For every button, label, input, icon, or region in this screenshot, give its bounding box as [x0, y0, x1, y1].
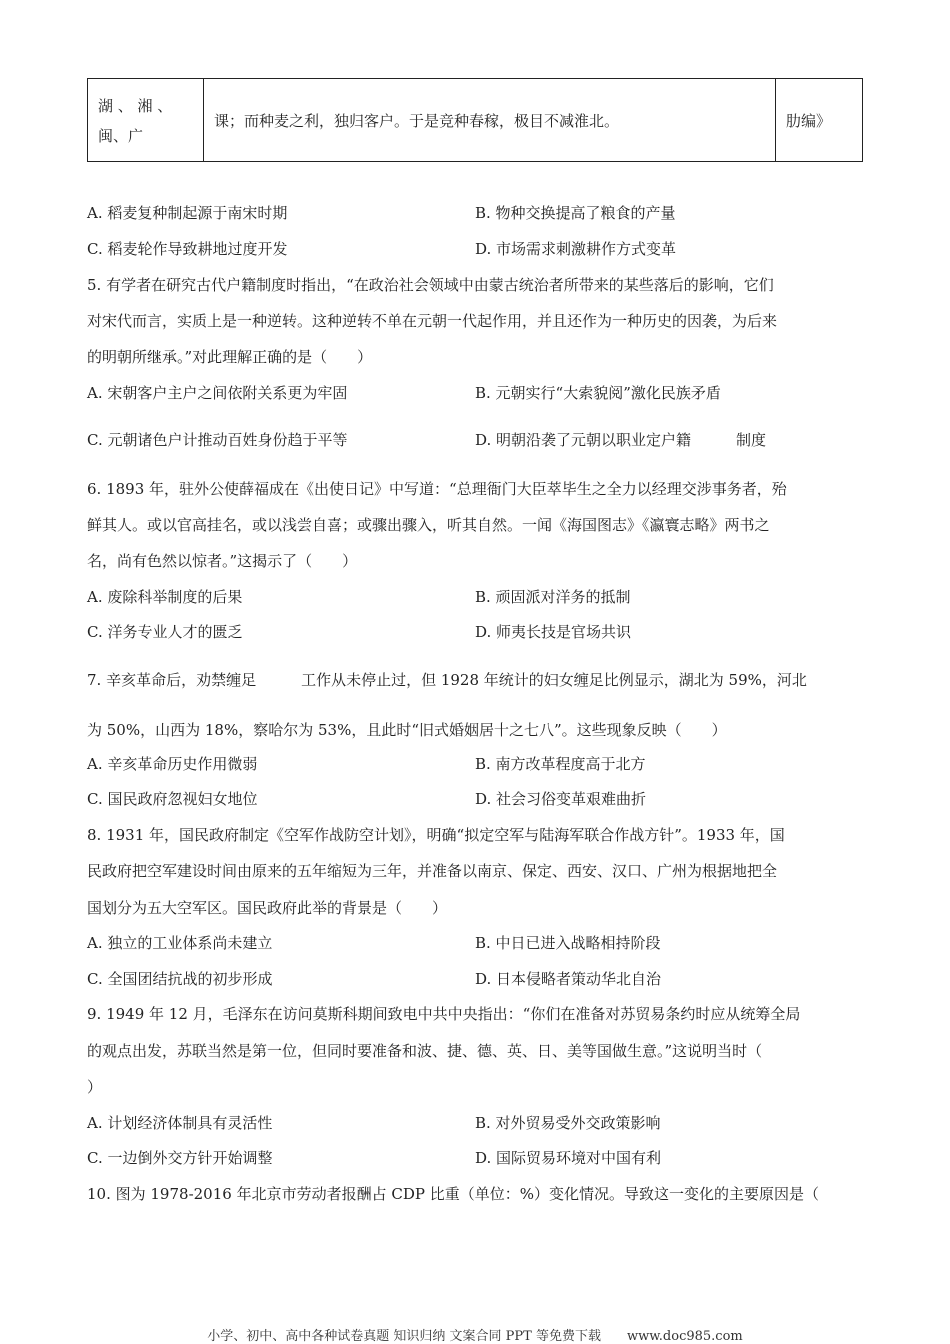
q9-option-b: B. 对外贸易受外交政策影响	[475, 1114, 661, 1132]
q8-option-a: A. 独立的工业体系尚未建立	[87, 934, 273, 952]
q9-option-c: C. 一边倒外交方针开始调整	[87, 1149, 273, 1167]
q5-option-d: D. 明朝沿袭了元朝以职业定户籍 制度	[475, 431, 767, 449]
q5-option-a: A. 宋朝客户主户之间依附关系更为牢固	[87, 384, 348, 402]
q7-option-c: C. 国民政府忽视妇女地位	[87, 790, 258, 808]
q8-option-b: B. 中日已进入战略相持阶段	[475, 934, 661, 952]
q6-option-a: A. 废除科举制度的后果	[87, 588, 243, 606]
q5-option-c: C. 元朝诸色户计推动百姓身份趋于平等	[87, 431, 348, 449]
q8-stem-line-3: 国划分为五大空军区。国民政府此举的背景是（ ）	[87, 899, 448, 917]
q5-stem-line-3: 的明朝所继承。”对此理解正确的是（ ）	[87, 348, 373, 366]
region-line-2: 闽、广	[98, 127, 144, 145]
q8-option-d: D. 日本侵略者策动华北自治	[475, 970, 662, 988]
source-table	[87, 78, 863, 162]
q7-option-b: B. 南方改革程度高于北方	[475, 755, 646, 773]
q6-stem-line-1: 6. 1893 年，驻外公使薛福成在《出使日记》中写道：“总理衙门大臣萃毕生之全力以经理交涉事务者，殆	[87, 480, 787, 498]
q9-stem-line-2: 的观点出发，苏联当然是第一位，但同时要准备和波、捷、德、英、日、美等国做生意。”这说明当时（	[87, 1042, 763, 1060]
table-cell-source: 肋编》	[786, 111, 832, 130]
q8-stem-line-2: 民政府把空军建设时间由原来的五年缩短为三年，并准备以南京、保定、西安、汉口、广州为根据地把全	[87, 862, 778, 880]
q8-stem-line-1: 8. 1931 年，国民政府制定《空军作战防空计划》，明确“拟定空军与陆海军联合作战方针”。1933 年，国	[87, 826, 785, 844]
region-line-1: 湖 、 湘 、	[98, 97, 173, 115]
q5-option-b: B. 元朝实行“大索貌阅”激化民族矛盾	[475, 384, 721, 402]
q8-option-c: C. 全国团结抗战的初步形成	[87, 970, 273, 988]
q6-option-b: B. 顽固派对洋务的抵制	[475, 588, 631, 606]
q9-stem-line-3: ）	[87, 1078, 103, 1096]
q9-option-d: D. 国际贸易环境对中国有利	[475, 1149, 662, 1167]
q7-stem-line-1: 7. 辛亥革命后，劝禁缠足 工作从未停止过，但 1928 年统计的妇女缠足比例显示，湖北为 59%，河北	[87, 671, 807, 689]
q5-stem-line-1: 5. 有学者在研究古代户籍制度时指出，“在政治社会领域中由蒙古统治者所带来的某些落后的影响，它们	[87, 276, 774, 294]
q7-stem-line-2: 为 50%，山西为 18%，察哈尔为 53%，且此时“旧式婚姻居十之七八”。这些现象反映（ ）	[87, 721, 727, 739]
q4-option-b: B. 物种交换提高了粮食的产量	[475, 204, 676, 222]
q4-option-c: C. 稻麦轮作导致耕地过度开发	[87, 240, 288, 258]
q9-option-a: A. 计划经济体制具有灵活性	[87, 1114, 273, 1132]
q6-stem-line-3: 名，尚有色然以惊者。”这揭示了（ ）	[87, 552, 358, 570]
q7-option-d: D. 社会习俗变革艰难曲折	[475, 790, 647, 808]
q4-option-a: A. 稻麦复种制起源于南宋时期	[87, 204, 288, 222]
q5-stem-line-2: 对宋代而言，实质上是一种逆转。这种逆转不单在元朝一代起作用，并且还作为一种历史的因袭，为后来	[87, 312, 778, 330]
q6-option-c: C. 洋务专业人才的匮乏	[87, 623, 243, 641]
page-footer: 小学、初中、高中各种试卷真题 知识归纳 文案合同 PPT 等免费下载 www.doc985.com	[207, 1329, 743, 1344]
q10-stem-line-1: 10. 图为 1978-2016 年北京市劳动者报酬占 CDP 比重（单位：%）变化情况。导致这一变化的主要原因是（	[87, 1185, 819, 1203]
q6-option-d: D. 师夷长技是官场共识	[475, 623, 632, 641]
q4-option-d: D. 市场需求刺激耕作方式变革	[475, 240, 677, 258]
q9-stem-line-1: 9. 1949 年 12 月，毛泽东在访问莫斯科期间致电中共中央指出：“你们在准备对苏贸易条约时应从统筹全局	[87, 1005, 801, 1023]
table-cell-region	[88, 79, 204, 161]
q6-stem-line-2: 鲜其人。或以官高挂名，或以浅尝自喜；或骤出骤入，听其自然。一闻《海国图志》《瀛寰志略》两书之	[87, 516, 770, 534]
q7-option-a: A. 辛亥革命历史作用微弱	[87, 755, 258, 773]
table-cell-content: 课；而种麦之利，独归客户。于是竞种春稼，极目不减淮北。	[204, 79, 776, 161]
